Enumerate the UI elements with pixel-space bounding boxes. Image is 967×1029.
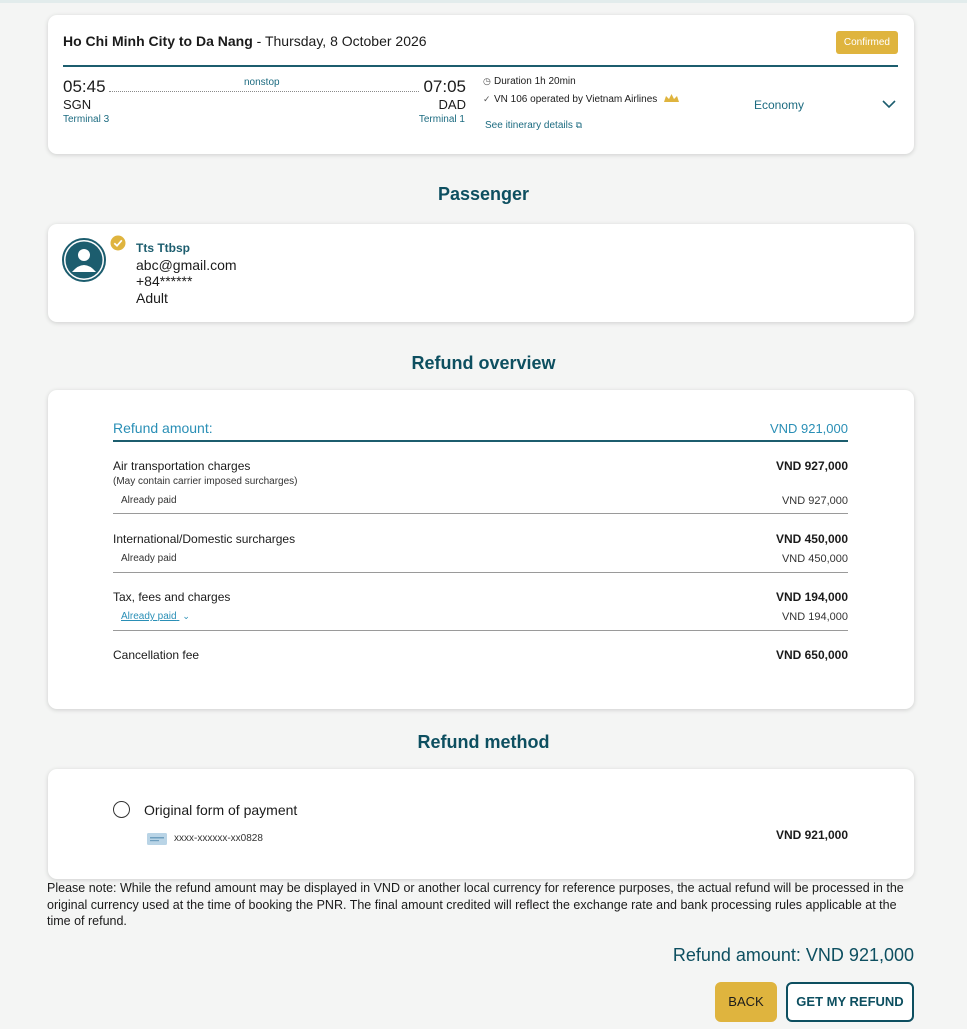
payment-option-label[interactable]: Original form of payment xyxy=(144,802,298,818)
clock-icon: ◷ xyxy=(483,76,491,86)
paid-label: Already paid xyxy=(121,495,177,506)
charge-note: (May contain carrier imposed surcharges) xyxy=(113,476,298,487)
refund-total: Refund amount: VND 921,000 xyxy=(672,945,914,965)
refund-amount-value: VND 921,000 xyxy=(769,421,848,436)
flight-route: Ho Chi Minh City to Da Nang xyxy=(63,33,253,49)
passenger-card xyxy=(48,224,914,322)
flight-date: Thursday, 8 October 2026 xyxy=(264,33,427,49)
charge-value: VND 450,000 xyxy=(775,532,848,546)
flight-number: VN 106 xyxy=(494,94,528,105)
flight-path-line xyxy=(109,91,419,92)
checkmark-icon: ✓ xyxy=(483,94,491,104)
passenger-phone: +84****** xyxy=(136,273,193,289)
operator-row xyxy=(483,94,679,105)
charge-label: International/Domestic surcharges xyxy=(113,532,296,546)
arrive-time: 07:05 xyxy=(423,77,466,96)
refund-amount-label: Refund amount: xyxy=(113,420,213,436)
refund-note: Please note: While the refund amount may be displayed in VND or another local currency for reference purposes, the actual refund will be processed in the original currency used at the time of booking the PNR. The final amount credited will reflect the exchange rate and bank processing rules applicable at the time of refund. xyxy=(47,881,904,928)
charge-label: Tax, fees and charges xyxy=(113,590,231,604)
flight-route-heading xyxy=(63,33,427,49)
chevron-down-icon[interactable] xyxy=(882,97,896,111)
route-separator: - xyxy=(256,33,262,49)
payment-option-radio[interactable] xyxy=(113,801,130,818)
refund-method-card xyxy=(48,769,914,879)
crown-icon xyxy=(664,94,679,103)
arrive-airport: DAD xyxy=(438,97,466,112)
charge-value: VND 927,000 xyxy=(775,459,848,473)
charge-value: VND 650,000 xyxy=(775,648,848,662)
row-divider xyxy=(113,630,848,631)
already-paid-link[interactable]: Already paid xyxy=(121,611,177,622)
refund-method-title: Refund method xyxy=(417,732,550,752)
stops-label: nonstop xyxy=(244,77,280,88)
row-divider xyxy=(113,513,848,514)
operator-text: operated by Vietnam Airlines xyxy=(530,94,658,105)
chevron-down-icon[interactable]: ⌄ xyxy=(182,611,190,621)
paid-value: VND 450,000 xyxy=(781,553,848,565)
cabin-class[interactable]: Economy xyxy=(754,98,805,112)
depart-airport: SGN xyxy=(63,97,92,112)
card-number: xxxx-xxxxxx-xx0828 xyxy=(174,833,263,844)
passenger-email: abc@gmail.com xyxy=(136,257,237,273)
depart-terminal: Terminal 3 xyxy=(63,114,110,125)
payment-amount: VND 921,000 xyxy=(775,828,848,842)
duration-row xyxy=(483,76,576,87)
verified-check-icon xyxy=(110,235,126,251)
paid-value: VND 194,000 xyxy=(781,611,848,623)
flight-card xyxy=(48,15,914,154)
arrive-terminal: Terminal 1 xyxy=(418,114,465,125)
duration-text: Duration 1h 20min xyxy=(494,76,576,87)
charge-label: Cancellation fee xyxy=(113,648,200,662)
external-link-icon[interactable]: ⧉ xyxy=(575,120,583,130)
refund-overview-title: Refund overview xyxy=(411,353,556,373)
itinerary-link-text[interactable]: See itinerary details xyxy=(485,120,573,131)
itinerary-details-link[interactable] xyxy=(485,120,582,131)
get-my-refund-button[interactable]: GET MY REFUND xyxy=(786,982,914,1022)
avatar-icon xyxy=(62,238,106,282)
status-badge: Confirmed xyxy=(836,31,898,54)
row-divider xyxy=(113,572,848,573)
passenger-type: Adult xyxy=(136,290,168,306)
top-border xyxy=(0,0,967,3)
credit-card-icon xyxy=(147,833,167,845)
paid-value: VND 927,000 xyxy=(781,495,848,507)
route-divider xyxy=(63,65,898,67)
paid-label: Already paid xyxy=(121,553,177,564)
charge-label: Air transportation charges xyxy=(113,459,251,473)
charge-value: VND 194,000 xyxy=(775,590,848,604)
passenger-name: Tts Ttbsp xyxy=(136,241,190,255)
already-paid-toggle[interactable] xyxy=(121,611,190,622)
back-button[interactable]: BACK xyxy=(715,982,777,1022)
depart-time: 05:45 xyxy=(63,77,106,96)
refund-divider xyxy=(113,440,848,442)
refund-overview-card xyxy=(48,390,914,709)
passenger-section-title: Passenger xyxy=(437,184,530,204)
